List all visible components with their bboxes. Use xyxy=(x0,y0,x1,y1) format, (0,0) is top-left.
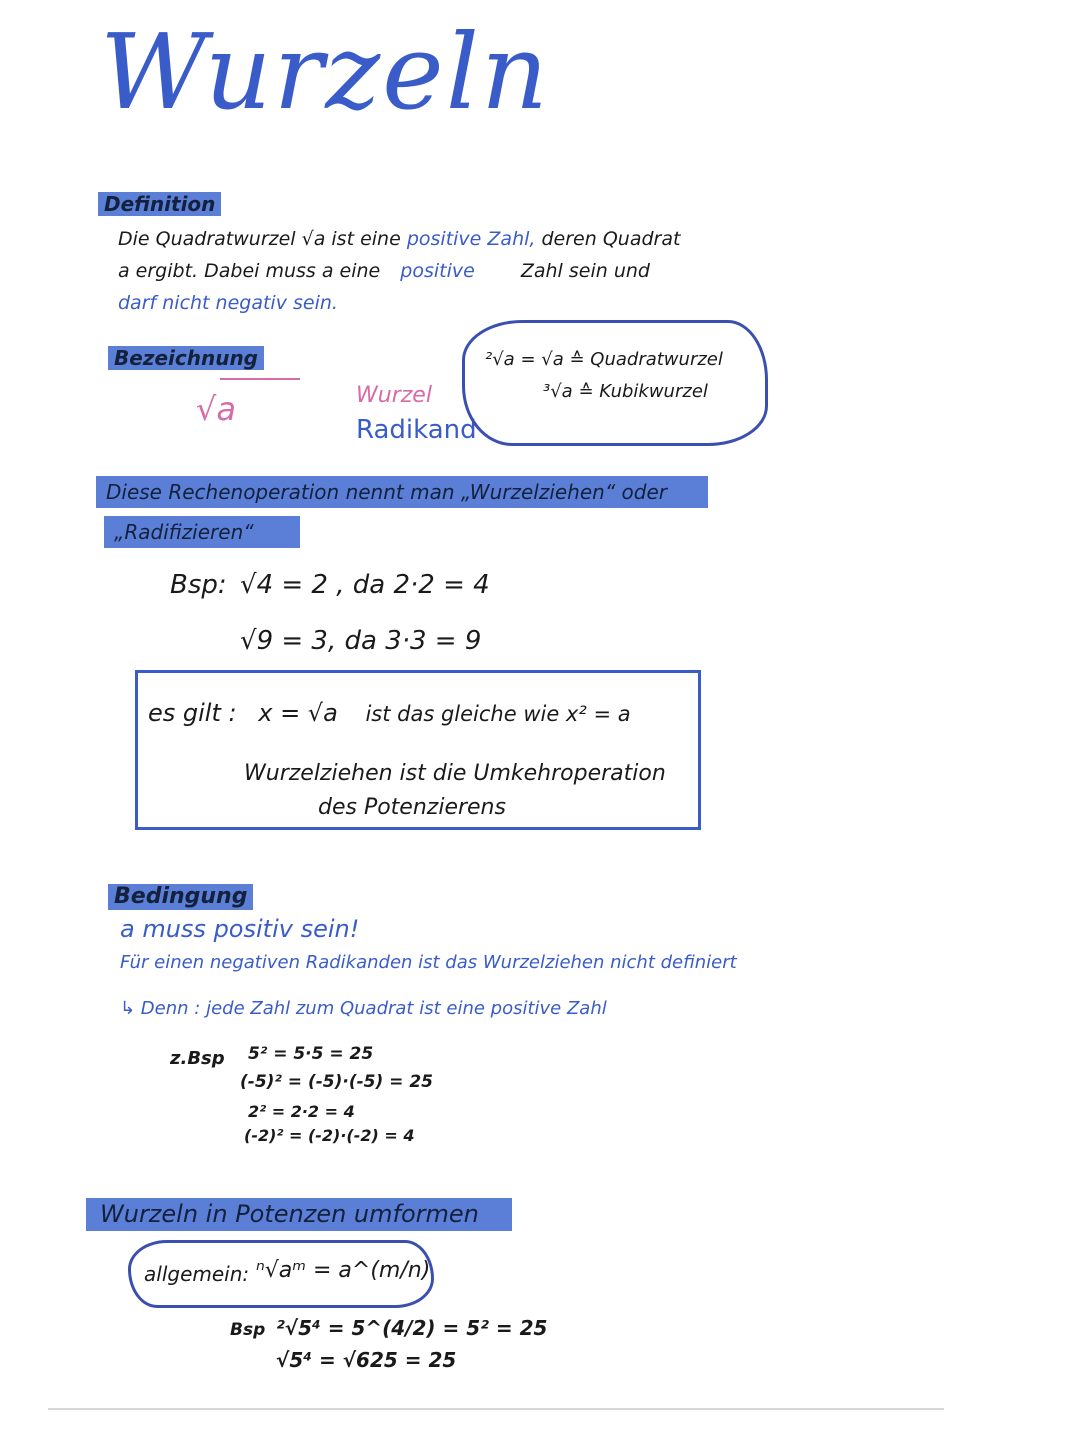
rule-equivalence: ist das gleiche wie x² = a xyxy=(365,702,631,726)
wurzel-label: Wurzel xyxy=(356,383,432,408)
cloud-meaning: ≙ Kubikwurzel xyxy=(578,381,708,402)
definition-text: deren Quadrat xyxy=(541,228,681,250)
definition-text: Die Quadratwurzel √a ist eine xyxy=(118,228,401,250)
bedingung-bsp-3: 2² = 2·2 = 4 xyxy=(248,1102,355,1121)
bedingung-bsp-label: z.Bsp xyxy=(170,1048,225,1069)
potenzen-bsp-2: √5⁴ = √625 = 25 xyxy=(276,1348,457,1372)
definition-text: a ergibt. Dabei muss a eine xyxy=(118,260,381,282)
potenzen-bsp-1: ²√5⁴ = 5^(4/2) = 5² = 25 xyxy=(276,1316,548,1340)
rule-line-2: Wurzelziehen ist die Umkehroperation xyxy=(244,761,666,786)
rule-intro: es gilt : xyxy=(148,699,237,727)
definition-line-2 xyxy=(118,258,650,286)
definition-label: Definition xyxy=(98,192,221,216)
bedingung-line-3: ↳ Denn : jede Zahl zum Quadrat ist eine positive Zahl xyxy=(120,998,607,1019)
page-title: Wurzeln xyxy=(100,11,550,133)
definition-line-3: darf nicht negativ sein. xyxy=(118,292,338,314)
bedingung-line-2: Für einen negativen Radikanden ist das Wurzelziehen nicht definiert xyxy=(120,952,737,973)
example-2: √9 = 3, da 3·3 = 9 xyxy=(240,626,482,656)
definition-emphasis: Zahl, xyxy=(487,228,536,250)
bezeichnung-label: Bezeichnung xyxy=(108,346,264,370)
bedingung-line-1: a muss positiv sein! xyxy=(120,915,360,943)
allgemein-label: allgemein: xyxy=(144,1262,250,1286)
operation-line-2: „Radifizieren“ xyxy=(104,516,300,548)
rule-box xyxy=(135,670,701,830)
rule-line-1 xyxy=(148,699,631,727)
example-1: √4 = 2 , da 2·2 = 4 xyxy=(240,570,490,600)
definition-emphasis: positive xyxy=(406,228,482,250)
definition-text: Zahl sein und xyxy=(520,260,650,282)
bedingung-bsp-2: (-5)² = (-5)·(-5) = 25 xyxy=(240,1072,433,1092)
root-types-cloud xyxy=(462,320,768,446)
bedingung-label: Bedingung xyxy=(108,884,253,910)
allgemein-formula: ⁿ√aᵐ = a^(m/n) xyxy=(256,1258,431,1283)
page-bottom-divider xyxy=(48,1408,944,1410)
bedingung-bsp-4: (-2)² = (-2)·(-2) = 4 xyxy=(244,1126,415,1145)
cloud-formula: ²√a = √a xyxy=(485,349,564,370)
radikand-label: Radikand xyxy=(356,415,477,445)
potenzen-label: Wurzeln in Potenzen umformen xyxy=(86,1198,512,1231)
example-label: Bsp: xyxy=(170,570,227,600)
rule-formula: x = √a xyxy=(258,699,338,727)
root-overline xyxy=(220,378,300,380)
cloud-line-2 xyxy=(543,381,708,402)
definition-line-1 xyxy=(118,226,680,254)
potenzen-bsp-label: Bsp xyxy=(230,1320,266,1340)
cloud-meaning: ≙ Quadratwurzel xyxy=(569,349,723,370)
cloud-line-1 xyxy=(485,349,723,370)
root-symbol-example: √a xyxy=(196,390,236,428)
operation-line-1: Diese Rechenoperation nennt man „Wurzelziehen“ oder xyxy=(96,476,708,508)
rule-line-3: des Potenzierens xyxy=(318,795,506,820)
cloud-formula: ³√a xyxy=(543,381,573,402)
definition-emphasis: positive xyxy=(400,260,475,282)
bedingung-bsp-1: 5² = 5·5 = 25 xyxy=(248,1044,374,1064)
